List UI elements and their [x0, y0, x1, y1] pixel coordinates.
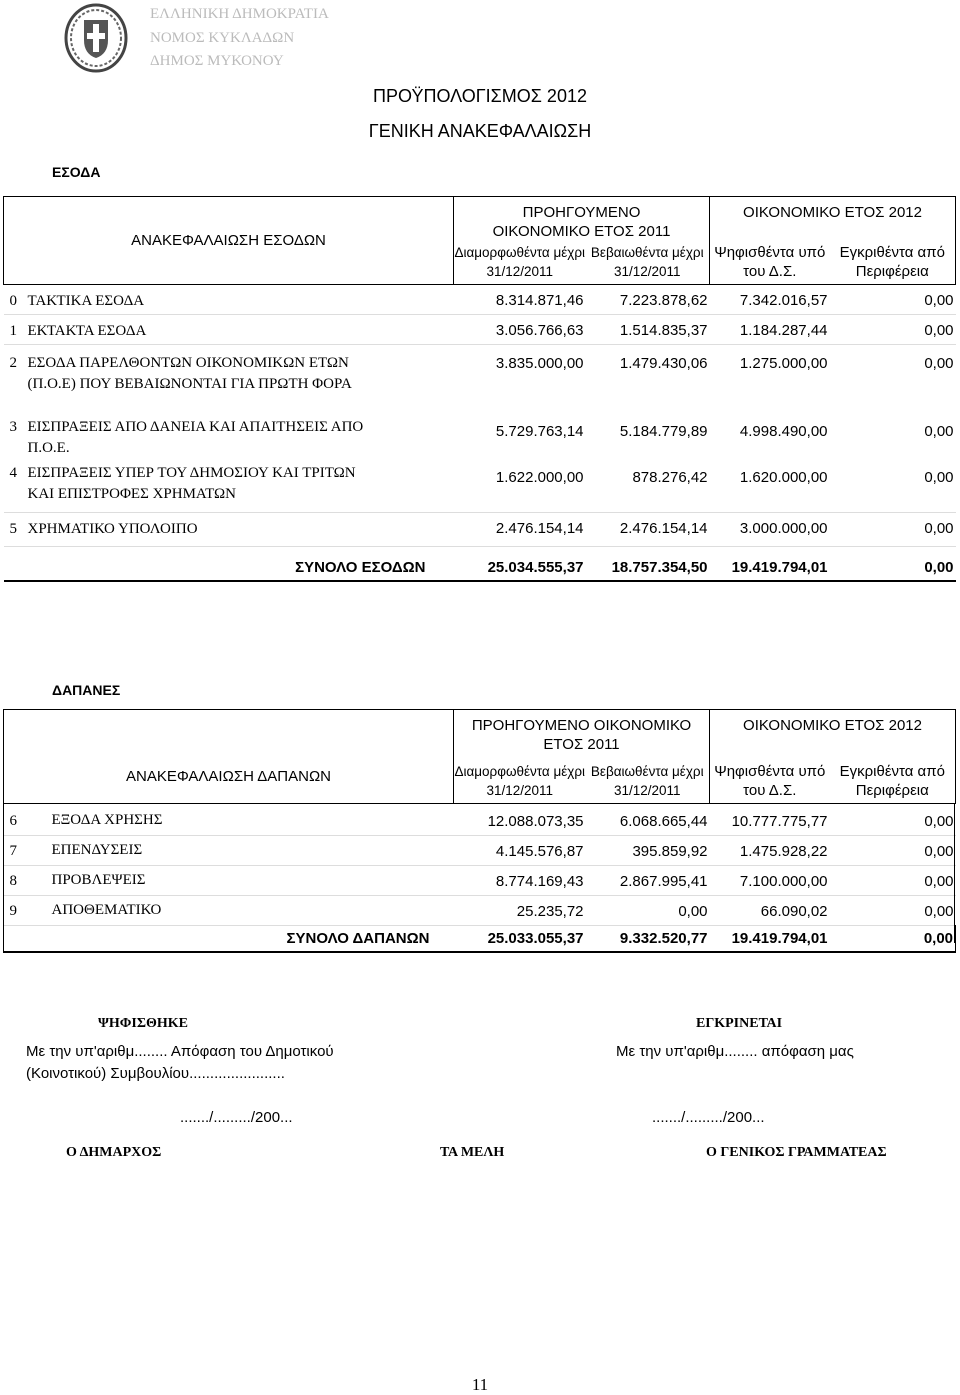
cell-v1: 8.314.871,46 [495, 292, 584, 309]
cell-v2: 2.476.154,14 [586, 513, 710, 547]
cell-v1: 12.088.073,35 [487, 813, 584, 830]
total-v2: 18.757.354,50 [586, 547, 710, 581]
expenses-section-label: ΔΑΠΑΝΕΣ [52, 682, 121, 698]
mayor-label: Ο ΔΗΜΑΡΧΟΣ [66, 1145, 162, 1160]
row-label: ΧΡΗΜΑΤΙΚΟ ΥΠΟΛΟΙΠΟ [24, 513, 454, 547]
expenses-col3-header: Ψηφισθέντα υπό του Δ.Σ. [714, 763, 826, 799]
cell-v1: 2.476.154,14 [454, 513, 586, 547]
revenue-col2-header: Βεβαιωθέντα μέχρι 31/12/2011 [590, 245, 704, 279]
total-v1: 25.034.555,37 [454, 547, 586, 581]
cell-v1: 25.235,72 [454, 896, 586, 926]
row-label-cell [24, 417, 454, 463]
cell-v1: 4.145.576,87 [454, 836, 586, 866]
revenue-col4-header: Εγκριθέντα από Περιφέρεια [839, 244, 945, 280]
header-municipality: ΔΗΜΟΣ ΜΥΚΟΝΟΥ [150, 53, 284, 69]
voted-heading: ΨΗΦΙΣΘΗΚΕ [98, 1016, 189, 1031]
cell-v4: 0,00 [924, 422, 954, 440]
row-number: 9 [4, 896, 24, 926]
page-title: ΠΡΟΫΠΟΛΟΓΙΣΜΟΣ 2012 [373, 86, 587, 106]
row-label: ΕΙΣΠΡΑΞΕΙΣ ΥΠΕΡ ΤΟΥ ΔΗΜΟΣΙΟΥ ΚΑΙ ΤΡΙΤΩΝ ΚΑΙ ΕΠΙΣΤΡΟΦΕΣ ΧΡΗΜΑΤΩΝ [27, 464, 356, 502]
cell-v4: 0,00 [924, 468, 954, 486]
cell-v3: 1.620.000,00 [739, 468, 828, 486]
cell-v2: 1.479.430,06 [586, 345, 710, 417]
cell-v2: 1.514.835,37 [586, 315, 710, 345]
cell-v2: 878.276,42 [632, 468, 708, 486]
cell-v1: 8.774.169,43 [454, 866, 586, 896]
cell-v3: 3.000.000,00 [710, 513, 830, 547]
expenses-col2-header: Βεβαιωθέντα μέχρι 31/12/2011 [590, 764, 704, 798]
row-number: 1 [4, 315, 24, 345]
expenses-col4-header: Εγκριθέντα από Περιφέρεια [839, 763, 945, 799]
expenses-table [3, 709, 956, 953]
expenses-table-title: ΑΝΑΚΕΦΑΛΑΙΩΣΗ ΔΑΠΑΝΩΝ [126, 768, 331, 785]
revenue-col1-header: Διαμορφωθέντα μέχρι 31/12/2011 [454, 245, 586, 279]
table-row [4, 417, 956, 463]
table-row [4, 896, 956, 926]
cell-v3: 10.777.775,77 [731, 813, 828, 830]
members-label: ΤΑ ΜΕΛΗ [440, 1145, 505, 1160]
row-number: 2 [4, 345, 24, 417]
voted-text-line2: (Κοινοτικού) Συμβουλίου....................... [26, 1065, 285, 1082]
total-label: ΣΥΝΟΛΟ ΕΣΟΔΩΝ [24, 547, 454, 581]
row-number: 6 [9, 813, 17, 829]
approved-text: Με την υπ'αριθμ........ απόφαση μας [616, 1043, 854, 1060]
cell-v4: 0,00 [830, 513, 956, 547]
row-label: ΕΞΟΔΑ ΧΡΗΣΗΣ [51, 812, 163, 828]
cell-v4: 0,00 [830, 896, 956, 926]
date-right: ......./........./200... [652, 1109, 765, 1126]
table-row [4, 513, 956, 547]
cell-v1: 1.622.000,00 [495, 468, 584, 486]
row-label: ΑΠΟΘΕΜΑΤΙΚΟ [24, 896, 454, 926]
cell-v4: 0,00 [830, 345, 956, 417]
table-row [4, 463, 956, 513]
expenses-table-title-cell [4, 710, 454, 804]
greek-emblem-icon [60, 2, 132, 74]
revenue-col3-header: Ψηφισθέντα υπό του Δ.Σ. [714, 244, 826, 280]
total-v1: 25.033.055,37 [454, 926, 586, 952]
total-row [4, 547, 956, 581]
cell-v3: 1.184.287,44 [710, 315, 830, 345]
row-label: ΕΣΟΔΑ ΠΑΡΕΛΘΟΝΤΩΝ ΟΙΚΟΝΟΜΙΚΩΝ ΕΤΩΝ (Π.Ο.Ε) ΠΟΥ ΒΕΒΑΙΩΝΟΝΤΑΙ ΓΙΑ ΠΡΩΤΗ ΦΟΡΑ [27, 355, 352, 392]
total-row [4, 926, 956, 952]
cell-v3: 7.100.000,00 [710, 866, 830, 896]
header-country: ΕΛΛΗΝΙΚΗ ΔΗΜΟΚΡΑΤΙΑ [150, 6, 329, 22]
expenses-prev-year: ΠΡΟΗΓΟΥΜΕΝΟ ΟΙΚΟΝΟΜΙΚΟ ΕΤΟΣ 2011 [471, 717, 692, 753]
row-label-cell [24, 345, 454, 417]
table-row [4, 285, 956, 315]
row-number: 7 [4, 836, 24, 866]
cell-v2: 395.859,92 [586, 836, 710, 866]
cell-v3: 4.998.490,00 [739, 422, 828, 440]
expenses-cur-year: ΟΙΚΟΝΟΜΙΚΟ ΕΤΟΣ 2012 [743, 717, 922, 734]
row-label: ΕΙΣΠΡΑΞΕΙΣ ΑΠΟ ΔΑΝΕΙΑ ΚΑΙ ΑΠΑΙΤΗΣΕΙΣ ΑΠΟ Π.Ο.Ε. [27, 418, 364, 456]
header-prefecture: ΝΟΜΟΣ ΚΥΚΛΑΔΩΝ [150, 30, 295, 46]
table-row [4, 345, 956, 417]
row-label: ΕΚΤΑΚΤΑ ΕΣΟΔΑ [24, 315, 454, 345]
revenue-table [3, 196, 956, 582]
row-label: ΕΠΕΝΔΥΣΕΙΣ [24, 836, 454, 866]
voted-text-line1: Με την υπ'αριθμ........ Απόφαση του Δημοτικού [26, 1043, 334, 1060]
cell-v3: 66.090,02 [710, 896, 830, 926]
expenses-right-border [954, 803, 955, 943]
table-row [4, 315, 956, 345]
secretary-label: Ο ΓΕΝΙΚΟΣ ΓΡΑΜΜΑΤΕΑΣ [706, 1145, 887, 1160]
expenses-col1-header: Διαμορφωθέντα μέχρι 31/12/2011 [454, 764, 586, 798]
page-subtitle: ΓΕΝΙΚΗ ΑΝΑΚΕΦΑΛΑΙΩΣΗ [368, 121, 592, 141]
total-v4: 0,00 [830, 926, 956, 952]
total-label: ΣΥΝΟΛΟ ΔΑΠΑΝΩΝ [24, 926, 454, 952]
cell-v1: 3.056.766,63 [454, 315, 586, 345]
date-left: ......./........./200... [180, 1109, 293, 1126]
total-v4: 0,00 [830, 547, 956, 581]
cell-v2: 0,00 [586, 896, 710, 926]
row-number: 4 [9, 464, 17, 481]
table-row [4, 836, 956, 866]
row-label: ΤΑΚΤΙΚΑ ΕΣΟΔΑ [27, 293, 145, 309]
cell-v4: 0,00 [924, 813, 954, 830]
revenue-cur-year: ΟΙΚΟΝΟΜΙΚΟ ΕΤΟΣ 2012 [743, 204, 922, 221]
cell-v4: 0,00 [830, 866, 956, 896]
cell-v2: 2.867.995,41 [586, 866, 710, 896]
cell-v2: 7.223.878,62 [619, 292, 708, 309]
cell-v2: 5.184.779,89 [619, 422, 708, 440]
revenue-section-label: ΕΣΟΔΑ [52, 164, 101, 180]
cell-v1: 5.729.763,14 [495, 422, 584, 440]
emblem [60, 2, 132, 74]
page-number: 11 [471, 1375, 489, 1394]
cell-v3: 7.342.016,57 [739, 292, 828, 309]
total-v3: 19.419.794,01 [710, 926, 830, 952]
approved-heading: ΕΓΚΡΙΝΕΤΑΙ [696, 1016, 783, 1031]
revenue-table-title-cell [4, 197, 454, 285]
row-number: 5 [4, 513, 24, 547]
cell-v3: 1.475.928,22 [710, 836, 830, 866]
row-label-cell [24, 463, 454, 513]
revenue-table-title: ΑΝΑΚΕΦΑΛΑΙΩΣΗ ΕΣΟΔΩΝ [131, 232, 326, 249]
table-row [4, 804, 956, 836]
cell-v1: 3.835.000,00 [454, 345, 586, 417]
total-v2: 9.332.520,77 [586, 926, 710, 952]
expenses-left-border [3, 803, 4, 943]
cell-v2: 6.068.665,44 [619, 813, 708, 830]
total-v3: 19.419.794,01 [710, 547, 830, 581]
cell-v4: 0,00 [830, 315, 956, 345]
table-row [4, 866, 956, 896]
cell-v4: 0,00 [830, 836, 956, 866]
row-number: 0 [9, 293, 17, 309]
row-label: ΠΡΟΒΛΕΨΕΙΣ [24, 866, 454, 896]
revenue-prev-year: ΠΡΟΗΓΟΥΜΕΝΟ ΟΙΚΟΝΟΜΙΚΟ ΕΤΟΣ 2011 [492, 204, 671, 240]
row-number: 3 [9, 418, 17, 435]
cell-v3: 1.275.000,00 [710, 345, 830, 417]
cell-v4: 0,00 [924, 292, 954, 309]
row-number: 8 [4, 866, 24, 896]
